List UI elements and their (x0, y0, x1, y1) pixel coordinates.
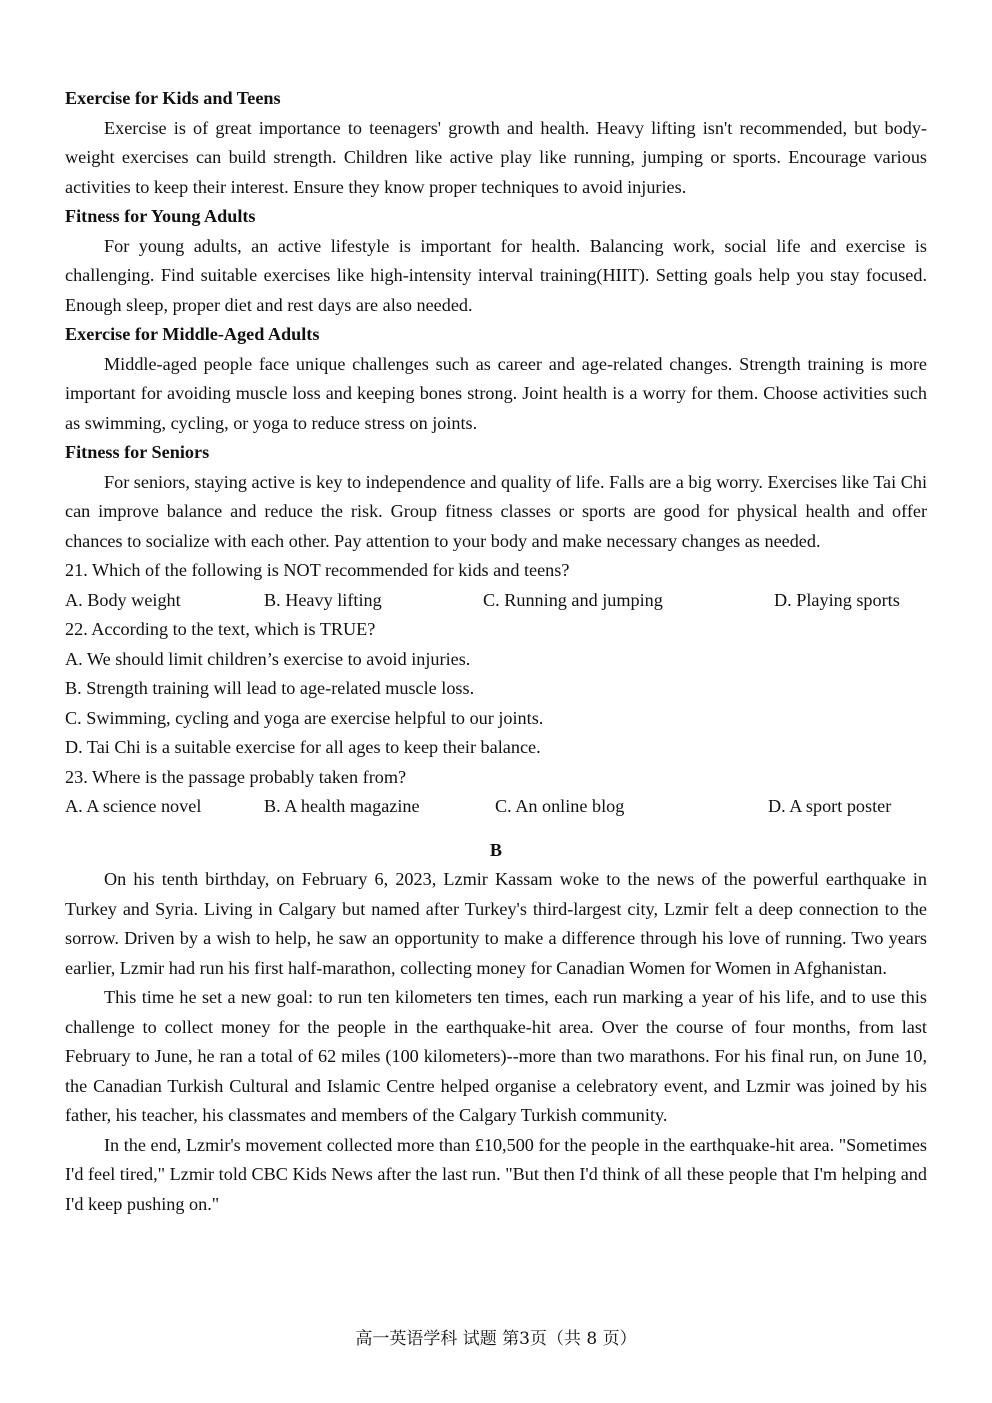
option-d: D. Tai Chi is a suitable exercise for all ages to keep their balance. (65, 737, 541, 757)
passage-b-label: B (489, 839, 503, 860)
section-body-seniors: For seniors, staying active is key to independence and quality of life. Falls are a big worry. Exercises like Tai Chi can improve balance and reduce the risk. Group fitness classes or sports are good for physical health and offer chances to socialize with each other. Pay attention to your body and make necessary changes as needed. (65, 471, 928, 551)
question-21-options (65, 586, 927, 616)
page-footer: 高一英语学科 试题 第3页（共 8 页） (355, 1329, 637, 1349)
option-d: D. A sport poster (768, 796, 892, 816)
passage-b-paragraph: On his tenth birthday, on February 6, 2023, Lzmir Kassam woke to the news of the powerful earthquake in Turkey and Syria. Living in Calgary but named after Turkey's third-largest city, Lzmir felt a deep connection to the sorrow. Driven by a wish to help, he saw an opportunity to make a difference through his love of running. Two years earlier, Lzmir had run his first half-marathon, collecting money for Canadian Women for Women in Afghanistan. (65, 869, 927, 978)
option-c: C. An online blog (495, 796, 625, 816)
question-21-stem: 21. Which of the following is NOT recommended for kids and teens? (65, 560, 570, 580)
section-heading-seniors: Fitness for Seniors (65, 442, 210, 462)
question-23-stem: 23. Where is the passage probably taken from? (65, 766, 407, 787)
passage-b-paragraph: This time he set a new goal: to run ten kilometers ten times, each run marking a year of his life, and to use this challenge to collect money for the people in the earthquake-hit area. Over the course of four months, from last February to June, he ran a total of 62 miles (100 kilometers)--more than two marathons. For his final run, on June 10, the Canadian Turkish Cultural and Islamic Centre helped organise a celebratory event, and Lzmir was joined by his father, his teacher, his classmates and members of the Calgary Turkish community. (65, 987, 927, 1125)
section-body-young-adults: For young adults, an active lifestyle is important for health. Balancing work, social life and exercise is challenging. Find suitable exercises like high-intensity interval training(HIIT). Setting goals help you stay focused. Enough sleep, proper diet and rest days are also needed. (65, 235, 927, 315)
exam-page (65, 84, 927, 1219)
section-body-kids: Exercise is of great importance to teenagers' growth and health. Heavy lifting isn't recommended, but body-weight exercises can build strength. Children like active play like running, jumping or sports. Encourage various activities to keep their interest. Ensure they know proper techniques to avoid injuries. (65, 117, 927, 197)
option-b: B. Strength training will lead to age-related muscle loss. (65, 678, 475, 698)
option-a: A. A science novel (65, 796, 202, 816)
passage-b-paragraph: In the end, Lzmir's movement collected more than £10,500 for the people in the earthquake-hit area. "Sometimes I'd feel tired," Lzmir told CBC Kids News after the last run. "But then I'd think of all these people that I'm helping and I'd keep pushing on." (65, 1134, 927, 1214)
option-a: A. Body weight (65, 589, 181, 610)
question-22-stem: 22. According to the text, which is TRUE? (65, 619, 376, 639)
option-c: C. Swimming, cycling and yoga are exercise helpful to our joints. (65, 707, 544, 728)
section-heading-young-adults: Fitness for Young Adults (65, 206, 256, 226)
option-a: A. We should limit children’s exercise to avoid injuries. (65, 648, 471, 669)
section-heading-middle-aged: Exercise for Middle-Aged Adults (65, 324, 320, 344)
option-d: D. Playing sports (774, 589, 900, 610)
question-23-options (65, 792, 927, 822)
option-b: B. Heavy lifting (264, 589, 382, 610)
section-body-middle-aged: Middle-aged people face unique challenges such as career and age-related changes. Strength training is more important for avoiding muscle loss and keeping bones strong. Joint health is a worry for them. Choose activities such as swimming, cycling, or yoga to reduce stress on joints. (65, 353, 927, 433)
option-c: C. Running and jumping (483, 589, 663, 610)
option-b: B. A health magazine (264, 796, 420, 816)
section-heading-kids: Exercise for Kids and Teens (65, 88, 281, 108)
